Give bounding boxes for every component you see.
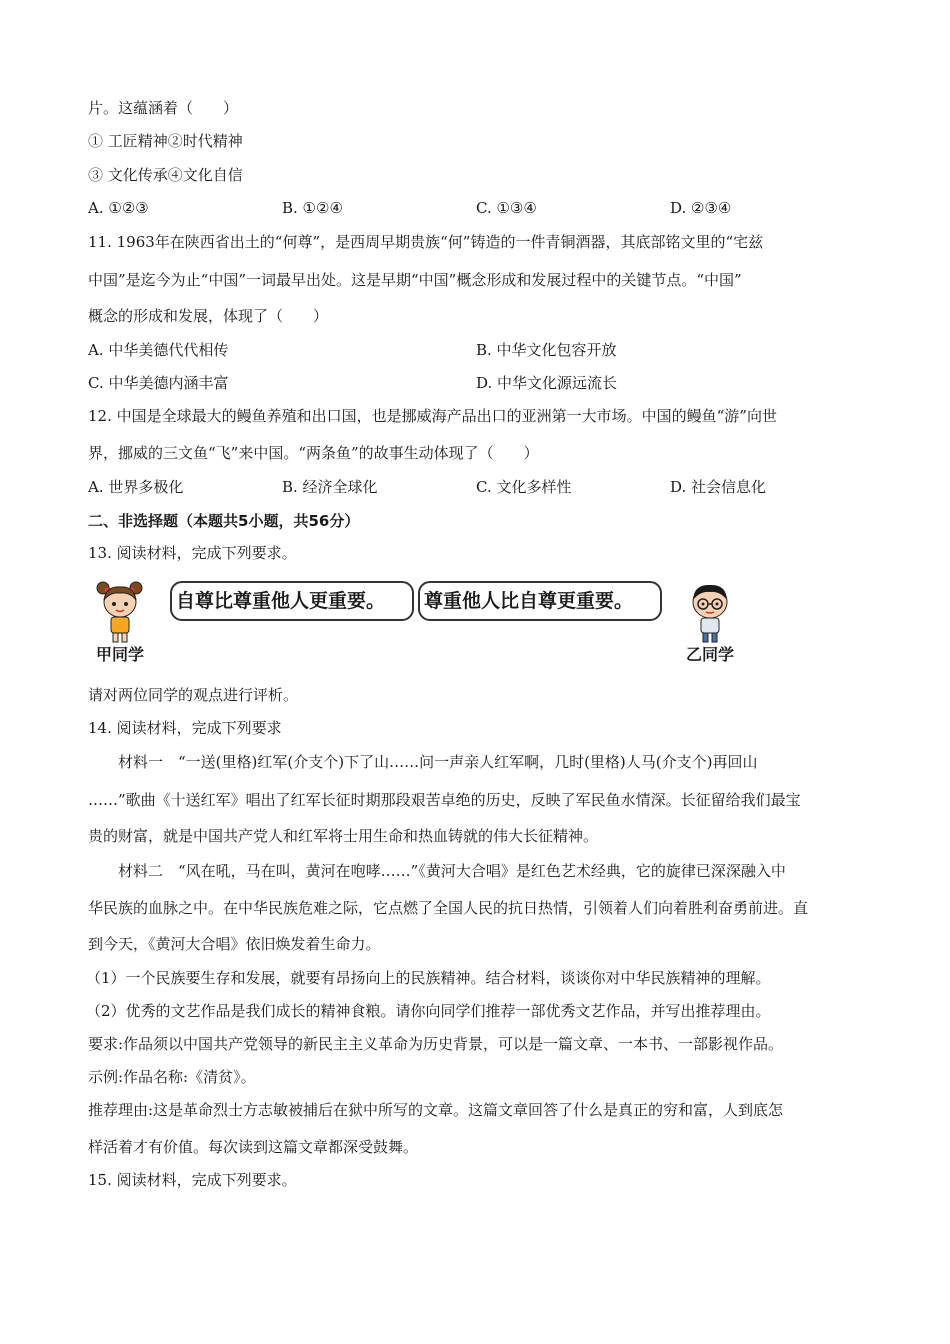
q10-items-2: ③ 文化传承④文化自信 [88,166,243,184]
q10-option-a: A. ①②③ [88,199,149,217]
girl-figure [92,578,154,644]
q14-reason-line-1: 推荐理由:这是革命烈士方志敏被捕后在狱中所写的文章。这篇文章回答了什么是真正的穷和富，人到底怎 [88,1101,784,1119]
q12-line-2: 界，挪威的三文鱼“飞”来中国。“两条鱼”的故事生动体现了（ ） [88,444,539,462]
q14-material1-line-3: 贵的财富，就是中国共产党人和红军将士用生命和热血铸就的伟大长征精神。 [88,827,599,845]
q12-option-d: D. 社会信息化 [670,478,767,496]
q15-stem: 15. 阅读材料，完成下列要求。 [88,1171,297,1189]
q14-sub-question-2: （2）优秀的文艺作品是我们成长的精神食粮。请你向同学们推荐一部优秀文艺作品，并写出推荐理由。 [86,1002,771,1020]
q14-material1-line-1: 材料一 “一送(里格)红军(介支个)下了山……问一声亲人红军啊，几时(里格)人马(介支个)再回山 [118,753,758,771]
q11-line-2: 中国”是迄今为止“中国”一词最早出处。这是早期“中国”概念形成和发展过程中的关键节点。“中国” [88,271,742,289]
boy-figure [680,578,740,644]
q10-option-d: D. ②③④ [670,199,732,217]
q13-task: 请对两位同学的观点进行评析。 [88,686,299,704]
q13-stem: 13. 阅读材料，完成下列要求。 [88,544,297,562]
q14-requirement: 要求:作品须以中国共产党领导的新民主主义革命为历史背景，可以是一篇文章、一本书、一部影视作品。 [88,1035,784,1053]
q10-stem-end: 片。这蕴涵着（ ） [88,99,239,117]
q14-material2-line-1: 材料二 “风在吼，马在叫，黄河在咆哮……”《黄河大合唱》是红色艺术经典，它的旋律已深深融入中 [118,862,786,880]
q11-line-1: 11. 1963年在陕西省出土的“何尊”，是西周早期贵族“何”铸造的一件青铜酒器，其底部铭文里的“宅兹 [88,233,764,251]
q11-option-c: C. 中华美德内涵丰富 [88,374,229,392]
caption-left: 甲同学 [96,645,145,664]
speech-bubble-right: 尊重他人比自尊更重要。 [418,581,662,621]
speech-bubble-left: 自尊比尊重他人更重要。 [170,581,414,621]
q10-option-c: C. ①③④ [476,199,537,217]
q11-option-d: D. 中华文化源远流长 [476,374,618,392]
q11-line-3: 概念的形成和发展，体现了（ ） [88,307,329,325]
q14-example: 示例:作品名称:《清贫》。 [88,1068,256,1086]
q12-line-1: 12. 中国是全球最大的鳗鱼养殖和出口国，也是挪威海产品出口的亚洲第一大市场。中国的鳗鱼“游”向世 [88,407,777,425]
section-heading: 二、非选择题（本题共5小题，共56分） [88,512,360,530]
q12-option-c: C. 文化多样性 [476,478,572,496]
q12-option-a: A. 世界多极化 [88,478,184,496]
q10-option-b: B. ①②④ [282,199,343,217]
q14-sub-question-1: （1）一个民族要生存和发展，就要有昂扬向上的民族精神。结合材料，谈谈你对中华民族精神的理解。 [86,969,771,987]
q14-stem: 14. 阅读材料，完成下列要求 [88,719,282,737]
q10-items-1: ① 工匠精神②时代精神 [88,132,243,150]
q11-option-b: B. 中华文化包容开放 [476,341,617,359]
q11-option-a: A. 中华美德代代相传 [88,341,229,359]
q14-material1-line-2: ……”歌曲《十送红军》唱出了红军长征时期那段艰苦卓绝的历史，反映了军民鱼水情深。长征留给我们最宝 [88,791,801,809]
q14-material2-line-3: 到今天，《黄河大合唱》依旧焕发着生命力。 [88,935,381,953]
q14-reason-line-2: 样活着才有价值。每次读到这篇文章都深受鼓舞。 [88,1138,419,1156]
q12-option-b: B. 经济全球化 [282,478,378,496]
q14-material2-line-2: 华民族的血脉之中。在中华民族危难之际，它点燃了全国人民的抗日热情，引领着人们向着胜利奋勇前进。直 [88,899,809,917]
caption-right: 乙同学 [686,645,735,664]
